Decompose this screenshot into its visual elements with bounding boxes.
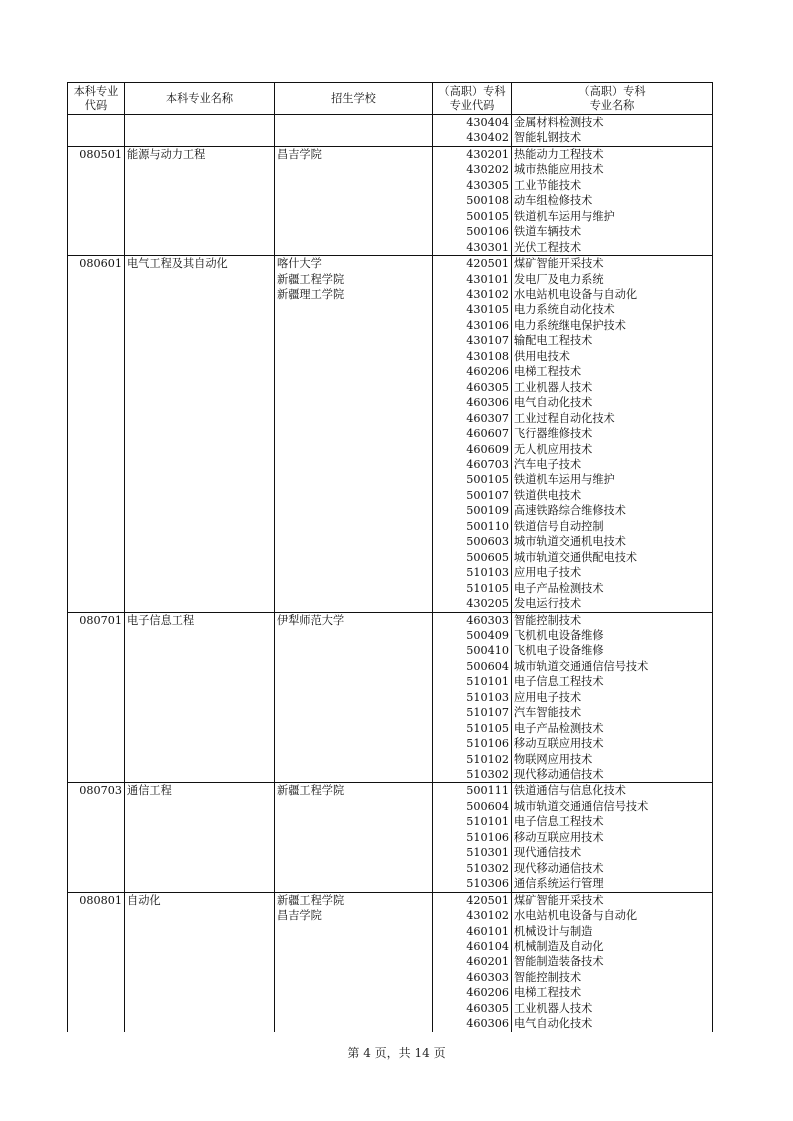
vocational-name: 发电运行技术: [514, 597, 582, 611]
vocational-code: 500410: [466, 644, 509, 658]
undergrad-code-cell: 080703: [68, 783, 125, 892]
vocational-name: 输配电工程技术: [514, 334, 593, 348]
undergrad-name-cell: 通信工程: [125, 783, 275, 892]
vocational-name: 光伏工程技术: [514, 240, 582, 254]
table-row: [68, 783, 713, 892]
header-vocational-name: （高职）专科 专业名称: [512, 83, 713, 115]
vocational-name: 汽车电子技术: [514, 457, 582, 471]
school-cell: [275, 612, 433, 783]
vocational-name: 汽车智能技术: [514, 706, 582, 720]
vocational-name: 电子信息工程技术: [514, 675, 604, 689]
vocational-code: 500603: [466, 535, 509, 549]
vocational-name: 智能控制技术: [514, 613, 582, 627]
vocational-code-cell: [433, 612, 512, 783]
vocational-name: 电子产品检测技术: [514, 581, 604, 595]
vocational-name: 城市轨道交通通信信号技术: [514, 659, 649, 673]
vocational-code: 460609: [466, 442, 509, 456]
vocational-name: 飞机电子设备维修: [514, 644, 604, 658]
vocational-code: 460307: [466, 411, 509, 425]
vocational-name: 机械设计与制造: [514, 924, 593, 938]
vocational-name: 工业节能技术: [514, 178, 582, 192]
vocational-name: 移动互联应用技术: [514, 737, 604, 751]
vocational-name: 工业机器人技术: [514, 1001, 593, 1015]
vocational-code-cell: [433, 892, 512, 1032]
school-name: 新疆理工学院: [277, 287, 345, 301]
vocational-name: 热能动力工程技术: [514, 147, 604, 161]
vocational-code: 500409: [466, 628, 509, 642]
undergrad-name-cell: 自动化: [125, 892, 275, 1032]
table-row: [68, 146, 713, 255]
vocational-code: 500108: [466, 194, 509, 208]
school-cell: [275, 146, 433, 255]
vocational-name: 智能控制技术: [514, 970, 582, 984]
undergrad-code-cell: 080501: [68, 146, 125, 255]
undergrad-name-cell: 电子信息工程: [125, 612, 275, 783]
vocational-code: 430205: [466, 597, 509, 611]
vocational-code: 460306: [466, 396, 509, 410]
vocational-name: 铁道机车运用与维护: [514, 473, 615, 487]
vocational-name: 铁道机车运用与维护: [514, 209, 615, 223]
vocational-code: 430102: [466, 287, 509, 301]
vocational-name: 移动互联应用技术: [514, 830, 604, 844]
vocational-code: 510107: [466, 706, 509, 720]
vocational-name: 应用电子技术: [514, 566, 582, 580]
school-name: 喀什大学: [277, 257, 322, 271]
vocational-name: 电子产品检测技术: [514, 721, 604, 735]
vocational-name-cell: [512, 115, 713, 147]
vocational-code: 430105: [466, 303, 509, 317]
vocational-name: 应用电子技术: [514, 690, 582, 704]
vocational-name: 城市轨道交通机电技术: [514, 535, 626, 549]
vocational-name: 电梯工程技术: [514, 986, 582, 1000]
vocational-code: 500604: [466, 659, 509, 673]
table-row: [68, 115, 713, 147]
table-row: [68, 256, 713, 612]
vocational-name: 电气自动化技术: [514, 396, 593, 410]
vocational-name: 智能制造装备技术: [514, 955, 604, 969]
school-name: 昌吉学院: [277, 147, 322, 161]
vocational-code: 430108: [466, 349, 509, 363]
vocational-name: 无人机应用技术: [514, 442, 593, 456]
vocational-name: 金属材料检测技术: [514, 116, 604, 129]
vocational-code: 460607: [466, 427, 509, 441]
vocational-name: 城市轨道交通供配电技术: [514, 550, 638, 564]
vocational-code: 510101: [466, 815, 509, 829]
header-vocational-code: （高职）专科 专业代码: [433, 83, 512, 115]
vocational-code: 510302: [466, 768, 509, 782]
vocational-code: 500105: [466, 473, 509, 487]
vocational-code: 430101: [466, 272, 509, 286]
vocational-code: 510106: [466, 737, 509, 751]
vocational-code: 500604: [466, 799, 509, 813]
header-undergrad-code: 本科专业 代码: [68, 83, 125, 115]
vocational-name: 水电站机电设备与自动化: [514, 287, 638, 301]
vocational-code: 460303: [466, 613, 509, 627]
school-cell: [275, 892, 433, 1032]
vocational-name: 现代移动通信技术: [514, 861, 604, 875]
vocational-code-cell: [433, 115, 512, 147]
vocational-code: 430402: [466, 131, 509, 145]
vocational-code: 460305: [466, 1001, 509, 1015]
table-row: [68, 892, 713, 1032]
vocational-name-cell: [512, 256, 713, 612]
vocational-name: 水电站机电设备与自动化: [514, 909, 638, 923]
school-name: 新疆工程学院: [277, 893, 345, 907]
vocational-name: 铁道供电技术: [514, 488, 582, 502]
vocational-name: 发电厂及电力系统: [514, 272, 604, 286]
school-cell: [275, 256, 433, 612]
vocational-code-cell: [433, 256, 512, 612]
vocational-code: 510302: [466, 861, 509, 875]
school-name: 新疆工程学院: [277, 784, 345, 798]
vocational-code: 500110: [466, 519, 509, 533]
school-cell: [275, 783, 433, 892]
vocational-name: 煤矿智能开采技术: [514, 893, 604, 907]
vocational-name: 现代移动通信技术: [514, 768, 604, 782]
vocational-code: 420501: [466, 257, 509, 271]
vocational-code: 510101: [466, 675, 509, 689]
undergrad-code-cell: 080801: [68, 892, 125, 1032]
vocational-name: 物联网应用技术: [514, 752, 593, 766]
vocational-code: 460306: [466, 1017, 509, 1031]
undergrad-name-cell: [125, 115, 275, 147]
vocational-name: 电子信息工程技术: [514, 815, 604, 829]
vocational-code: 500105: [466, 209, 509, 223]
school-name: 伊犁师范大学: [277, 613, 345, 627]
vocational-code: 500111: [466, 784, 509, 798]
vocational-code: 430107: [466, 334, 509, 348]
vocational-code: 430301: [466, 240, 509, 254]
vocational-code: 510105: [466, 581, 509, 595]
vocational-name: 煤矿智能开采技术: [514, 257, 604, 271]
vocational-code: 430106: [466, 318, 509, 332]
header-undergrad-name: 本科专业名称: [125, 83, 275, 115]
table-body: [68, 115, 713, 1032]
vocational-code: 460206: [466, 986, 509, 1000]
vocational-code: 510102: [466, 752, 509, 766]
vocational-name: 城市轨道交通通信信号技术: [514, 799, 649, 813]
vocational-code: 460305: [466, 380, 509, 394]
vocational-code: 510103: [466, 690, 509, 704]
vocational-code: 460201: [466, 955, 509, 969]
vocational-code: 460703: [466, 457, 509, 471]
vocational-code: 430201: [466, 147, 509, 161]
vocational-name: 现代通信技术: [514, 846, 582, 860]
vocational-code: 430305: [466, 178, 509, 192]
vocational-code: 460101: [466, 924, 509, 938]
vocational-name: 机械制造及自动化: [514, 940, 604, 954]
vocational-code-cell: [433, 783, 512, 892]
undergrad-code-cell: 080601: [68, 256, 125, 612]
vocational-name: 供用电技术: [514, 349, 570, 363]
header-school: 招生学校: [275, 83, 433, 115]
vocational-name: 铁道车辆技术: [514, 225, 582, 239]
vocational-code: 510306: [466, 877, 509, 891]
school-name: 昌吉学院: [277, 909, 322, 923]
vocational-code-cell: [433, 146, 512, 255]
vocational-name: 电力系统继电保护技术: [514, 318, 626, 332]
undergrad-name-cell: 电气工程及其自动化: [125, 256, 275, 612]
vocational-name: 高速铁路综合维修技术: [514, 504, 626, 518]
table-header-row: [68, 83, 713, 115]
vocational-name: 飞行器维修技术: [514, 427, 593, 441]
vocational-code: 510103: [466, 566, 509, 580]
vocational-name: 电梯工程技术: [514, 365, 582, 379]
vocational-code: 510106: [466, 830, 509, 844]
vocational-code: 460206: [466, 365, 509, 379]
vocational-name-cell: [512, 892, 713, 1032]
school-cell: [275, 115, 433, 147]
vocational-name: 工业过程自动化技术: [514, 411, 615, 425]
undergrad-code-cell: 080701: [68, 612, 125, 783]
page-footer: 第 4 页，共 14 页: [347, 1046, 446, 1060]
vocational-name: 电力系统自动化技术: [514, 303, 615, 317]
vocational-name-cell: [512, 783, 713, 892]
vocational-name: 通信系统运行管理: [514, 877, 604, 891]
majors-table: [67, 82, 713, 1032]
vocational-name: 铁道通信与信息化技术: [514, 784, 626, 798]
table-row: [68, 612, 713, 783]
undergrad-code-cell: [68, 115, 125, 147]
vocational-name: 城市热能应用技术: [514, 163, 604, 177]
vocational-code: 500109: [466, 504, 509, 518]
vocational-code: 500107: [466, 488, 509, 502]
vocational-code: 460104: [466, 940, 509, 954]
vocational-code: 460303: [466, 970, 509, 984]
vocational-name: 电气自动化技术: [514, 1017, 593, 1031]
vocational-code: 430404: [466, 116, 509, 129]
undergrad-name-cell: 能源与动力工程: [125, 146, 275, 255]
vocational-name: 工业机器人技术: [514, 380, 593, 394]
vocational-code: 420501: [466, 893, 509, 907]
vocational-name: 动车组检修技术: [514, 194, 593, 208]
school-name: 新疆工程学院: [277, 272, 345, 286]
vocational-code: 430102: [466, 909, 509, 923]
vocational-code: 430202: [466, 163, 509, 177]
vocational-code: 510301: [466, 846, 509, 860]
vocational-name: 飞机机电设备维修: [514, 628, 604, 642]
vocational-code: 510105: [466, 721, 509, 735]
vocational-name: 智能轧钢技术: [514, 131, 582, 145]
vocational-name-cell: [512, 146, 713, 255]
vocational-code: 500106: [466, 225, 509, 239]
vocational-name: 铁道信号自动控制: [514, 519, 604, 533]
vocational-code: 500605: [466, 550, 509, 564]
vocational-name-cell: [512, 612, 713, 783]
